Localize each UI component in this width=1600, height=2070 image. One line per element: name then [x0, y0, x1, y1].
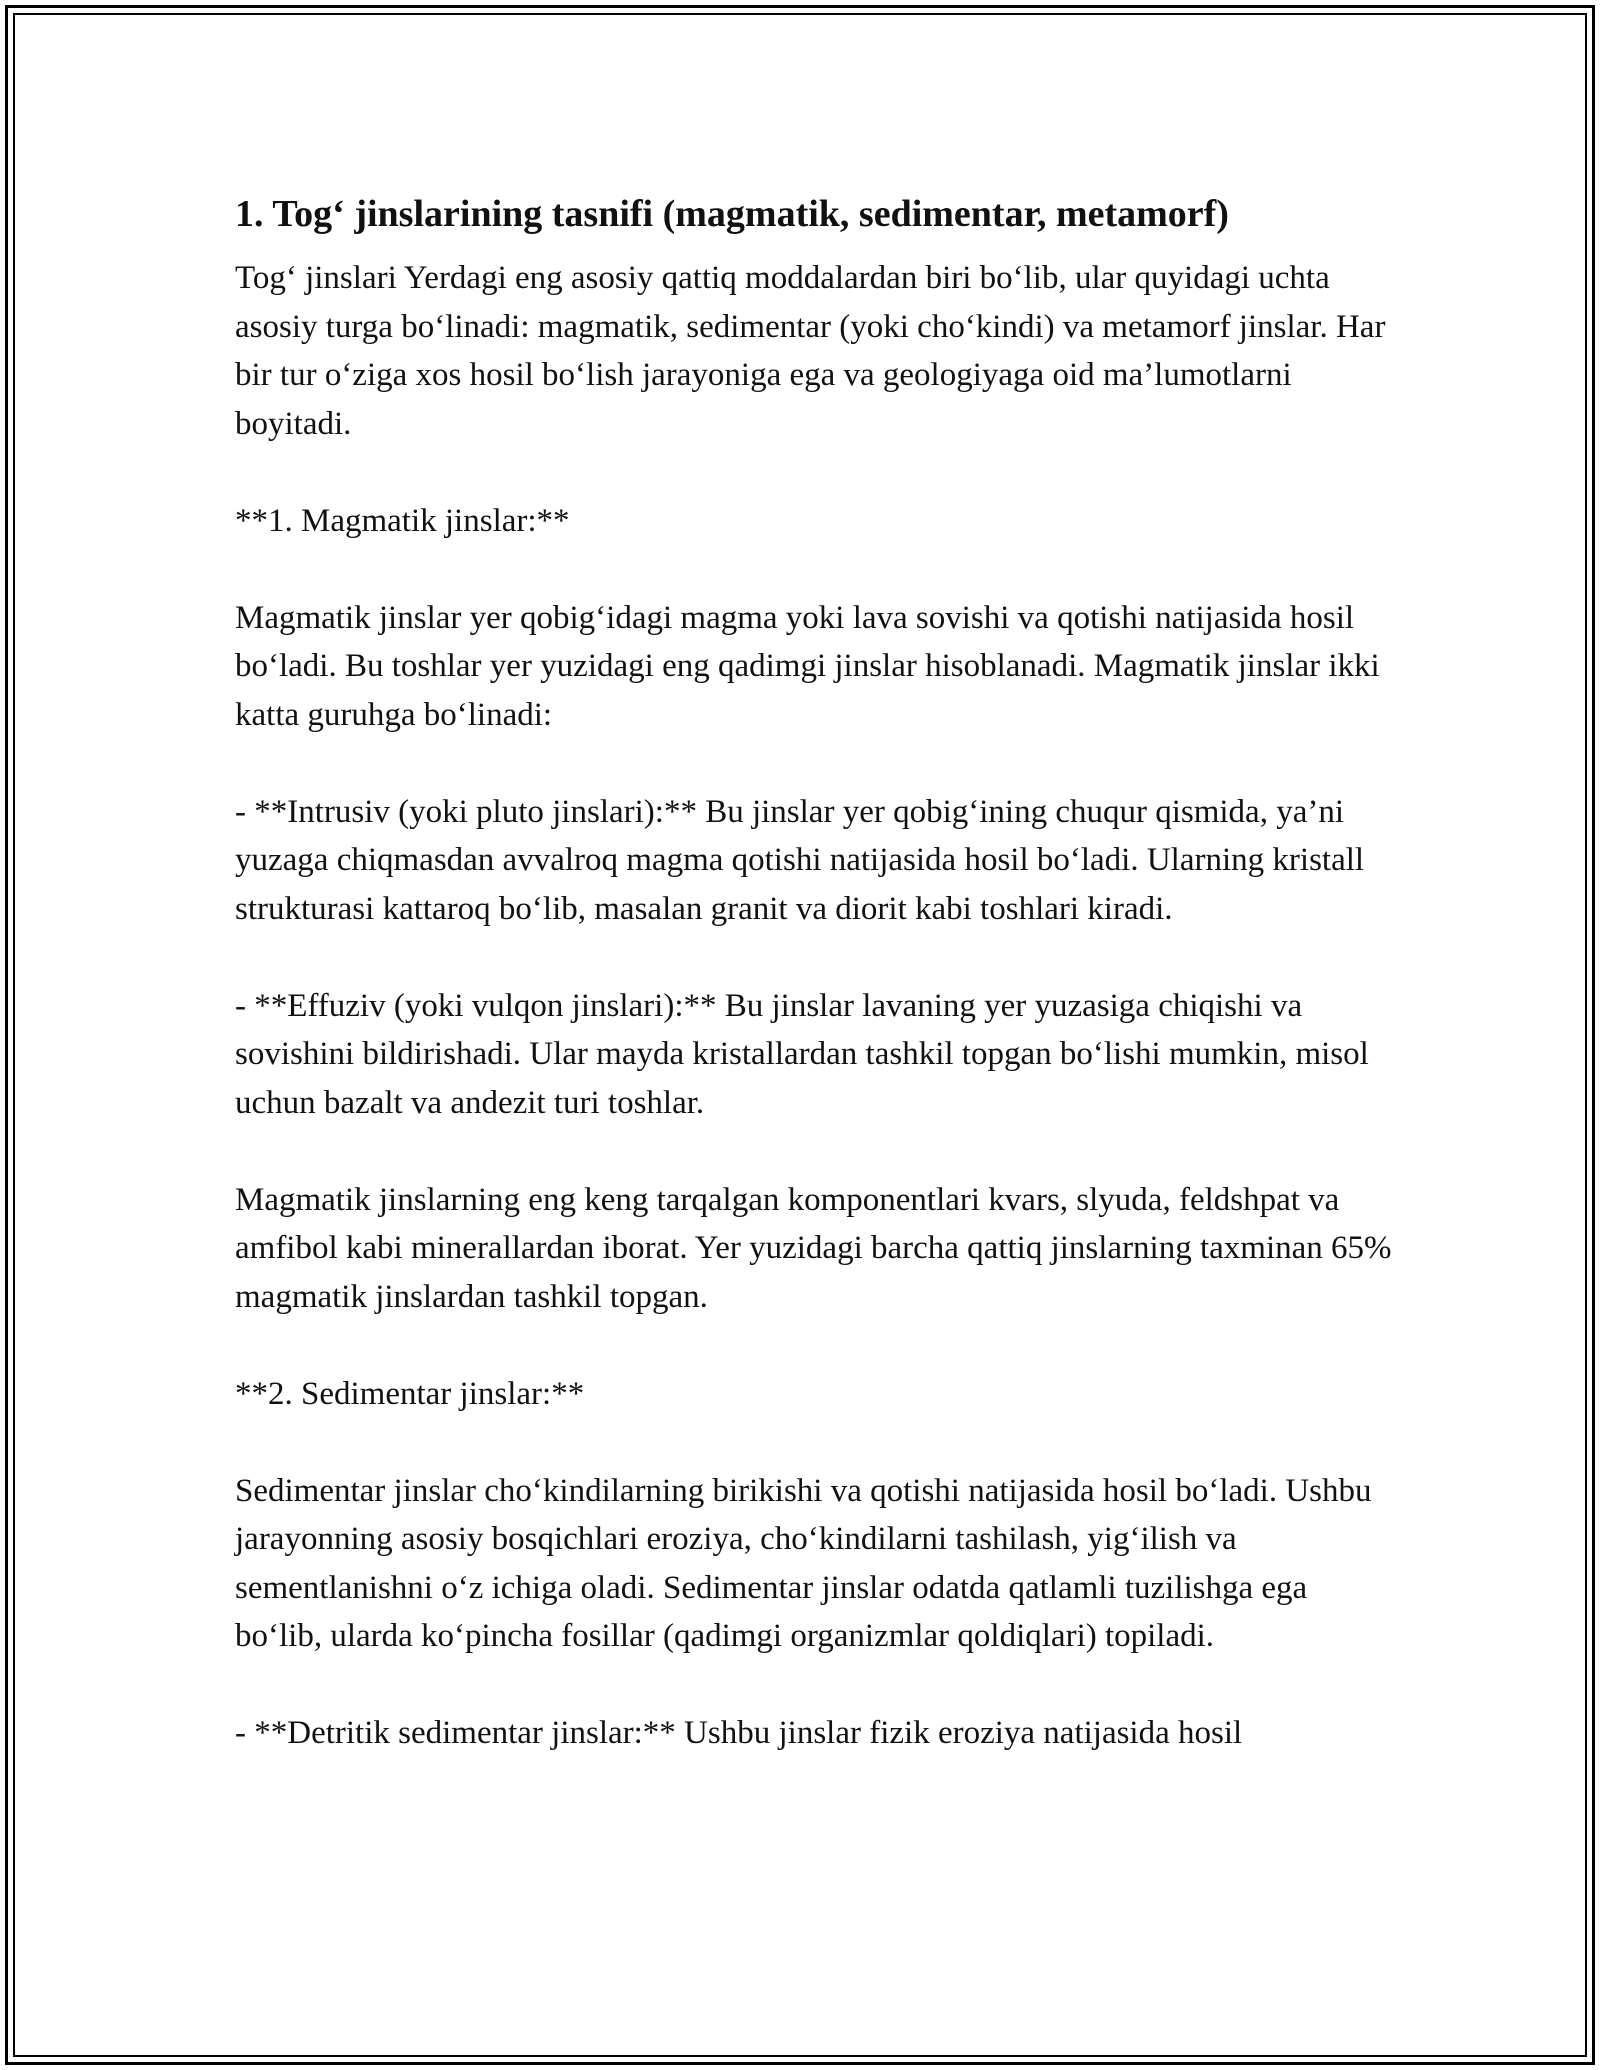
list-item-detrital: - **Detritik sedimentar jinslar:** Ushbu jinslar fizik eroziya natijasida hosil — [235, 1715, 1243, 1751]
document-body — [235, 186, 1395, 1806]
paragraph-sedimentary-intro: Sedimentar jinslar cho‘kindilarning birikishi va qotishi natijasida hosil bo‘ladi. Ushbu jarayonning asosiy bosqichlari eroziya, cho‘kindilarni tashilash, yig‘ilish va sementlanishni o‘z ichiga oladi. Sedimentar jinslar odatda qatlamli tuzilishga ega bo‘lib, ularda ko‘pincha fosillar (qadimgi organizmlar qoldiqlari) topiladi. — [235, 1472, 1372, 1654]
paragraph-intro: Tog‘ jinslari Yerdagi eng asosiy qattiq moddalardan biri bo‘lib, ular quyidagi uchta asosiy turga bo‘linadi: magmatik, sedimentar (yoki cho‘kindi) va metamorf jinslar. Har bir tur o‘ziga xos hosil bo‘lish jarayoniga ega va geologiyaga oid ma’lumotlarni boyitadi. — [235, 260, 1386, 442]
paragraph-magmatic-intro: Magmatik jinslar yer qobig‘idagi magma yoki lava sovishi va qotishi natijasida hosil bo‘ladi. Bu toshlar yer yuzidagi eng qadimgi jinslar hisoblanadi. Magmatik jinslar ikki katta guruhga bo‘linadi: — [235, 599, 1380, 733]
section-title-magmatic: **1. Magmatik jinslar:** — [235, 502, 570, 539]
list-item-effusive: - **Effuziv (yoki vulqon jinslari):** Bu jinslar lavaning yer yuzasiga chiqishi va sovishini bildirishadi. Ular mayda kristallardan tashkil topgan bo‘lishi mumkin, misol uchun bazalt va andezit turi toshlar. — [235, 987, 1369, 1121]
section-title-sedimentary: **2. Sedimentar jinslar:** — [235, 1375, 585, 1412]
document-heading: 1. Tog‘ jinslarining tasnifi (magmatik, sedimentar, metamorf) — [235, 193, 1229, 235]
paragraph-magmatic-minerals: Magmatik jinslarning eng keng tarqalgan komponentlari kvars, slyuda, feldshpat va amfibol kabi minerallardan iborat. Yer yuzidagi barcha qattiq jinslarning taxminan 65% magmatik jinslardan tashkil topgan. — [235, 1181, 1392, 1315]
list-item-intrusive: - **Intrusiv (yoki pluto jinslari):** Bu jinslar yer qobig‘ining chuqur qismida, ya’ni yuzaga chiqmasdan avvalroq magma qotishi natijasida hosil bo‘ladi. Ularning kristall strukturasi kattaroq bo‘lib, masalan granit va diorit kabi toshlari kiradi. — [235, 793, 1365, 927]
